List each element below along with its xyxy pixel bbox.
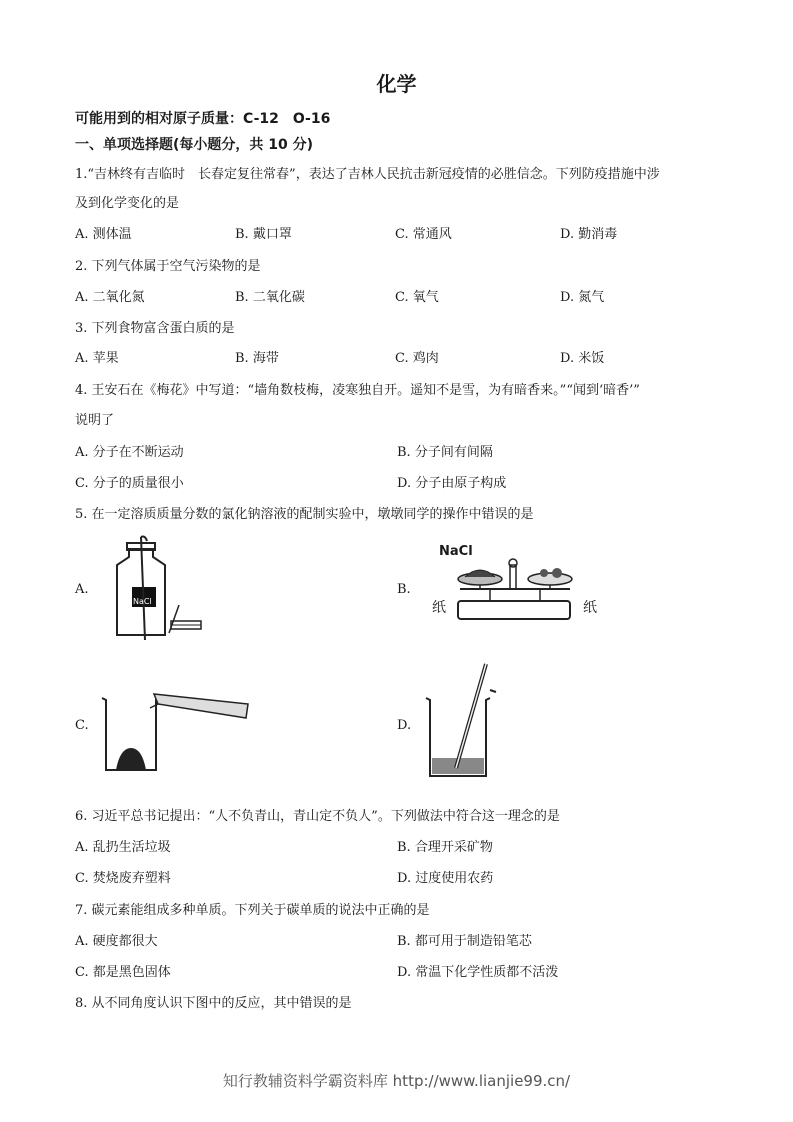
question-2-stem: 2. 下列气体属于空气污染物的是 bbox=[75, 259, 261, 274]
q6-option-b[interactable]: B. 合理开采矿物 bbox=[397, 840, 493, 855]
q6-option-a[interactable]: A. 乱扔生活垃圾 bbox=[75, 840, 171, 855]
q2-option-c[interactable]: C. 氧气 bbox=[395, 290, 439, 305]
q3-option-c[interactable]: C. 鸡肉 bbox=[395, 351, 439, 366]
q2-option-a[interactable]: A. 二氧化氮 bbox=[75, 290, 145, 305]
paper-left-label: 纸 bbox=[432, 600, 446, 616]
nacl-balance-label: NaCl bbox=[439, 544, 473, 559]
q5-option-b[interactable]: B. bbox=[397, 582, 411, 597]
q2-option-b[interactable]: B. 二氧化碳 bbox=[235, 290, 305, 305]
question-1-stem-cont: 及到化学变化的是 bbox=[75, 196, 180, 211]
q1-option-c[interactable]: C. 常通风 bbox=[395, 227, 452, 242]
question-4-stem-cont: 说明了 bbox=[75, 413, 115, 428]
q7-option-b[interactable]: B. 都可用于制造铅笔芯 bbox=[397, 934, 532, 949]
q5-option-c[interactable]: C. bbox=[75, 718, 89, 733]
beaker-stirring-figure bbox=[420, 660, 510, 780]
q4-option-c[interactable]: C. 分子的质量很小 bbox=[75, 476, 184, 491]
question-4-stem: 4. 王安石在《梅花》中写道：“墙角数枝梅，凌寒独自开。遥知不是雪，为有暗香来。”“闻到‘暗香’” bbox=[75, 383, 640, 398]
page-title: 化学 bbox=[376, 72, 417, 96]
q6-option-c[interactable]: C. 焚烧废弃塑料 bbox=[75, 871, 171, 886]
nacl-jar-label: NaCl bbox=[133, 597, 152, 606]
question-6-stem: 6. 习近平总书记提出：“人不负青山，青山定不负人”。下列做法中符合这一理念的是 bbox=[75, 809, 560, 824]
q5-option-a[interactable]: A. bbox=[75, 582, 89, 597]
q5-option-d[interactable]: D. bbox=[397, 718, 412, 733]
paper-right-label: 纸 bbox=[583, 600, 597, 616]
q1-option-d[interactable]: D. 勤消毒 bbox=[560, 227, 618, 242]
q4-option-b[interactable]: B. 分子间有间隔 bbox=[397, 445, 493, 460]
question-8-stem: 8. 从不同角度认识下图中的反应，其中错误的是 bbox=[75, 996, 352, 1011]
question-7-stem: 7. 碳元素能组成多种单质。下列关于碳单质的说法中正确的是 bbox=[75, 903, 430, 918]
q3-option-b[interactable]: B. 海带 bbox=[235, 351, 279, 366]
reagent-bottle-figure bbox=[105, 535, 205, 643]
beaker-pouring-figure bbox=[98, 678, 258, 778]
question-1-stem: 1.“吉林终有吉临时 长春定复往常春”，表达了吉林人民抗击新冠疫情的必胜信念。下列防疫措施中涉 bbox=[75, 167, 660, 182]
atomic-mass-note: 可能用到的相对原子质量：C-12 O-16 bbox=[75, 111, 331, 127]
question-5-stem: 5. 在一定溶质质量分数的氯化钠溶液的配制实验中，墩墩同学的操作中错误的是 bbox=[75, 507, 534, 522]
section-heading: 一、单项选择题(每小题分，共 10 分) bbox=[75, 137, 314, 153]
footer-watermark: 知行教辅资料学霸资料库 http://www.lianjie99.cn/ bbox=[222, 1072, 571, 1090]
q7-option-d[interactable]: D. 常温下化学性质都不活泼 bbox=[397, 965, 559, 980]
q1-option-b[interactable]: B. 戴口罩 bbox=[235, 227, 292, 242]
q3-option-a[interactable]: A. 苹果 bbox=[75, 351, 119, 366]
q4-option-d[interactable]: D. 分子由原子构成 bbox=[397, 476, 507, 491]
q7-option-c[interactable]: C. 都是黑色固体 bbox=[75, 965, 171, 980]
question-3-stem: 3. 下列食物富含蛋白质的是 bbox=[75, 321, 235, 336]
q3-option-d[interactable]: D. 米饭 bbox=[560, 351, 605, 366]
q1-option-a[interactable]: A. 测体温 bbox=[75, 227, 132, 242]
q4-option-a[interactable]: A. 分子在不断运动 bbox=[75, 445, 184, 460]
q7-option-a[interactable]: A. 硬度都很大 bbox=[75, 934, 158, 949]
q2-option-d[interactable]: D. 氮气 bbox=[560, 290, 605, 305]
q6-option-d[interactable]: D. 过度使用农药 bbox=[397, 871, 494, 886]
